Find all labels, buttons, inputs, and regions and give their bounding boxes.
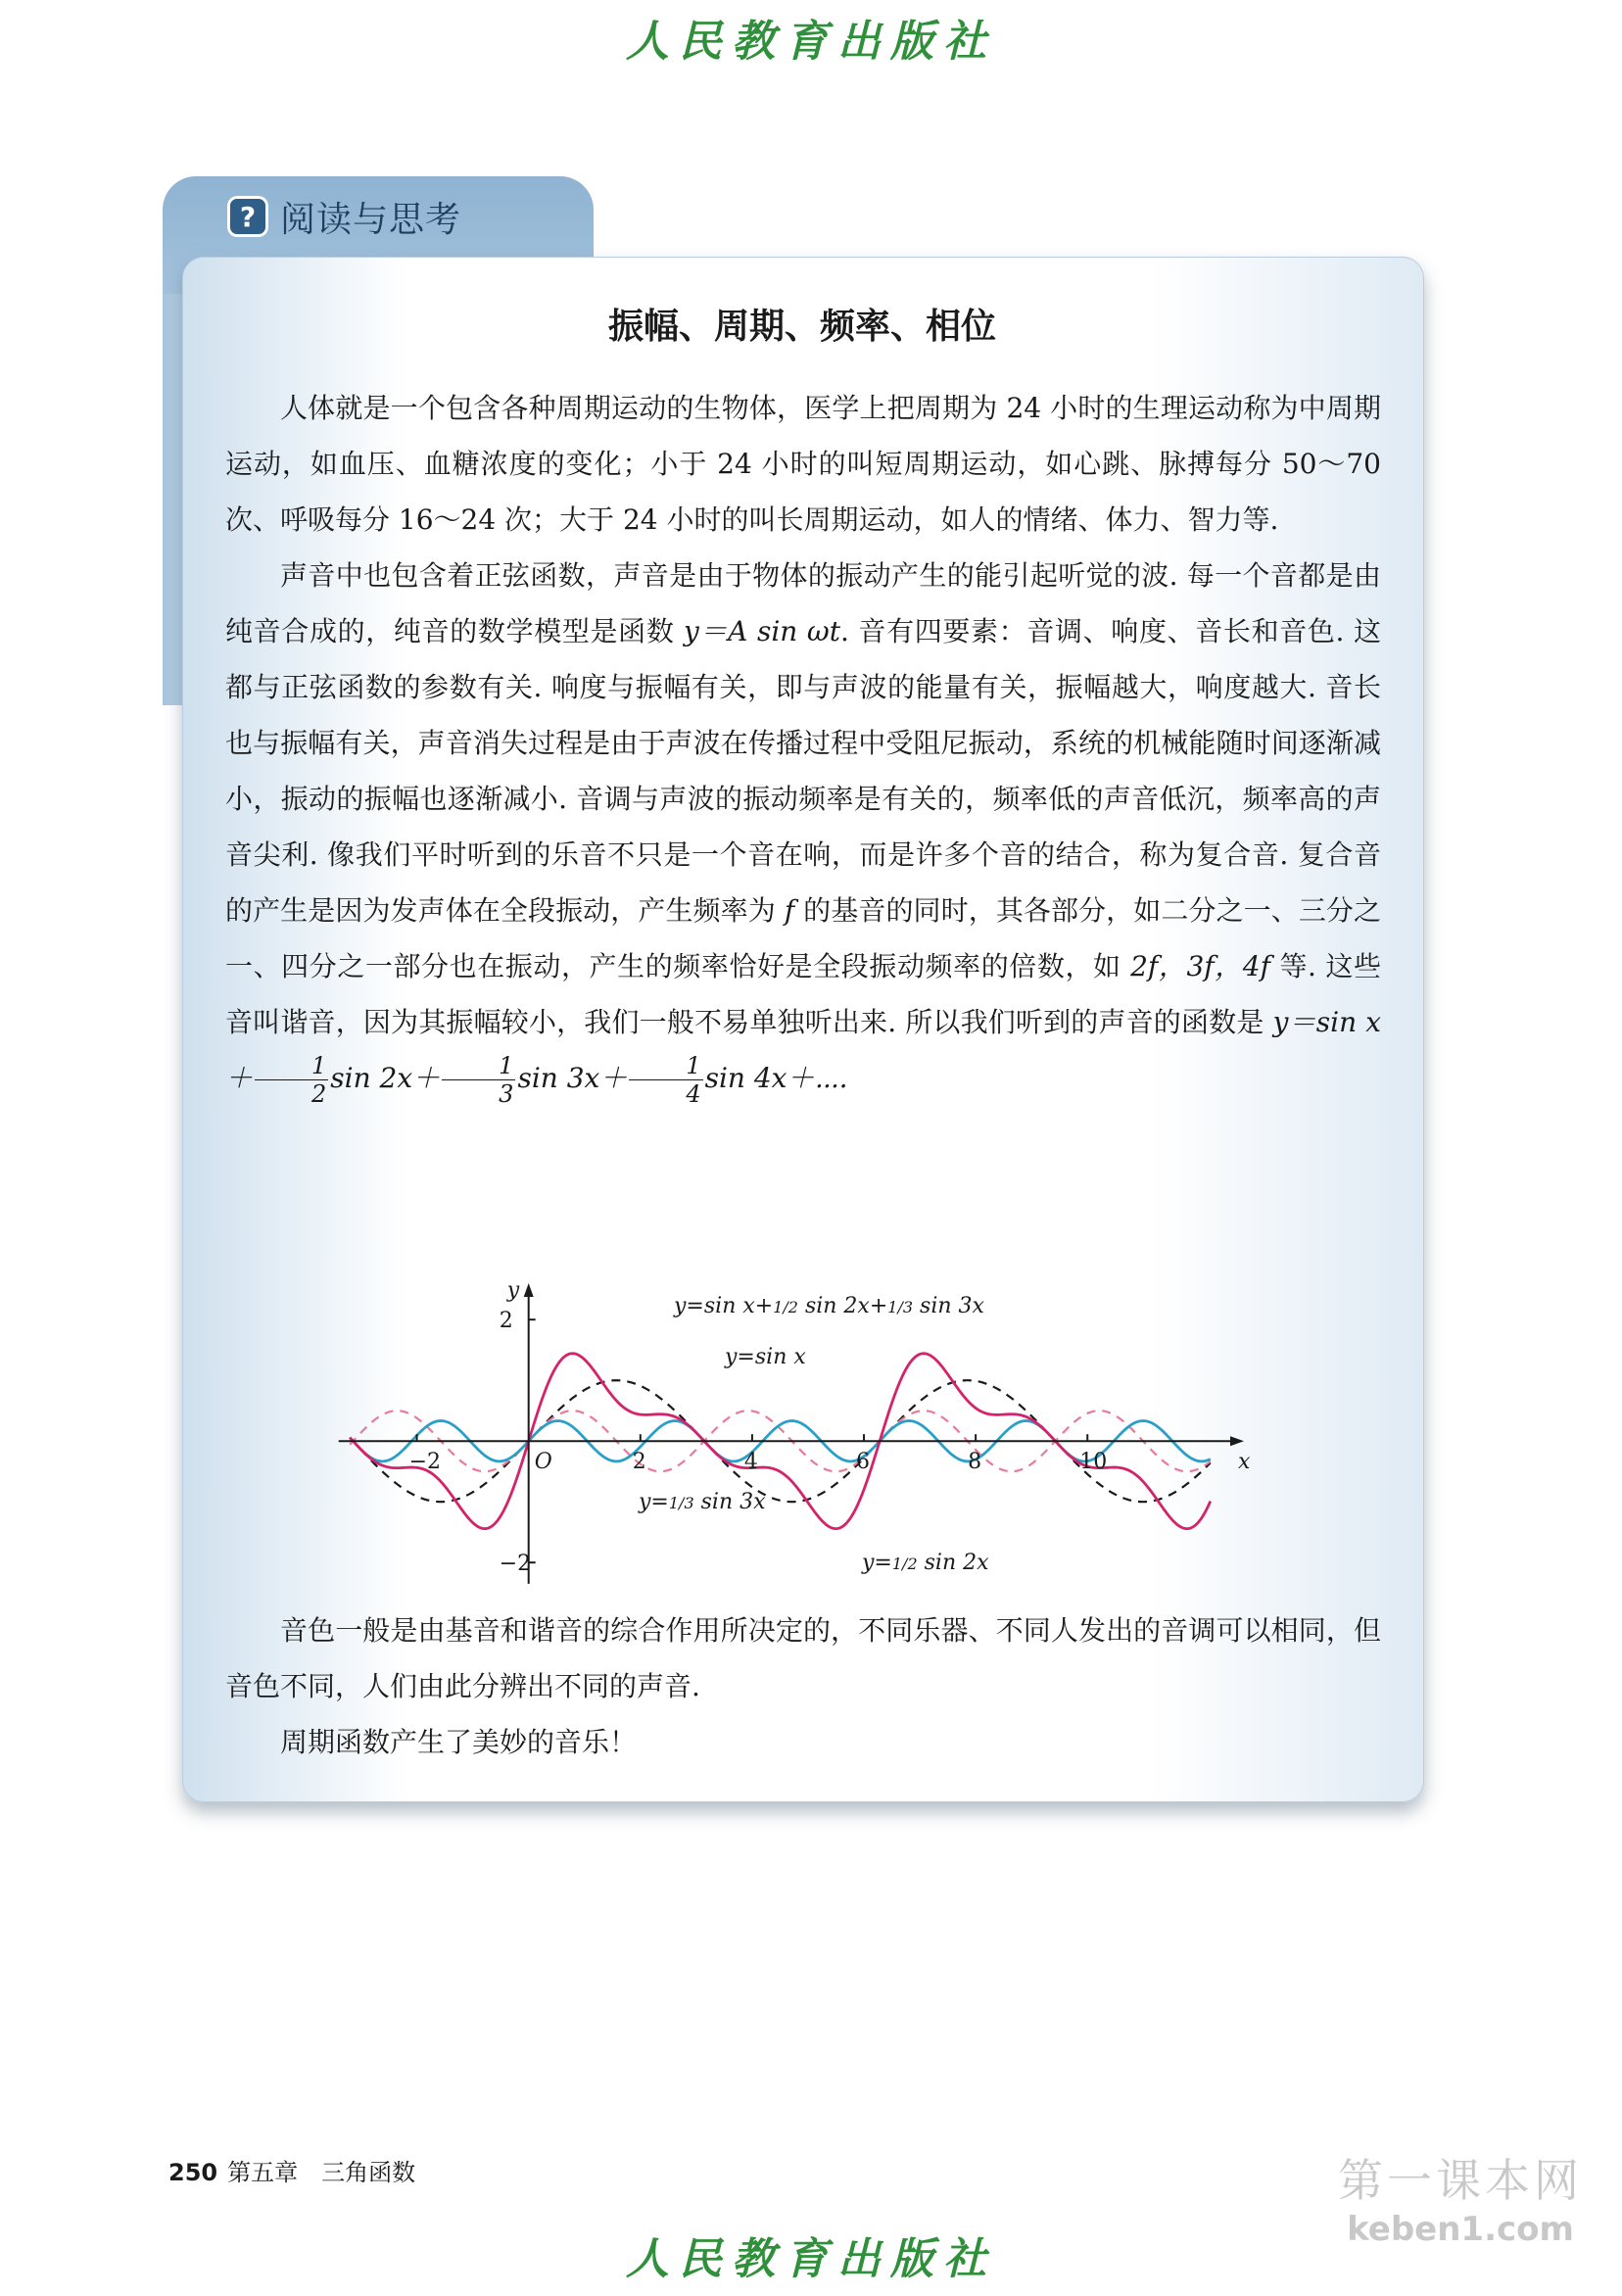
pure-tone-formula: y＝A sin ωt xyxy=(684,615,840,647)
publisher-header: 人民教育出版社 xyxy=(626,17,996,67)
paragraph-1: 人体就是一个包含各种周期运动的生物体，医学上把周期为 24 小时的生理运动称为中周期运动，如血压、血糖浓度的变化；小于 24 小时的叫短周期运动，如心跳、脉搏每分 50～70 次、呼吸每分 16～24 次；大于 24 小时的叫长周期运动，如人的情绪、体力、智力等. xyxy=(225,392,1381,536)
y-axis-arrow xyxy=(524,1283,534,1297)
harmonics-chart xyxy=(333,1273,1273,1597)
watermark: 第一课本网 keben1.com xyxy=(1338,2154,1583,2249)
question-book-icon: ? xyxy=(227,196,268,237)
y-tick-label-0: 2 xyxy=(499,1309,513,1334)
label-sin-x: y=sin x xyxy=(725,1345,806,1369)
x-tick-label-3: 6 xyxy=(856,1450,871,1475)
sound-formula: y＝sin x＋ $\frac{1}{2}$ sin 2x＋ $\frac{1}{3}$ sin 3x＋ $\frac{1}{4}$ sin 4x＋⋯. xyxy=(225,1006,1381,1108)
x-axis-arrow xyxy=(1230,1436,1244,1446)
harmonic-multiples: 2f，3f，4f xyxy=(1130,950,1270,982)
section-label: 阅读与思考 xyxy=(280,199,462,240)
paragraph-2: 声音中也包含着正弦函数，声音是由于物体的振动产生的能引起听觉的波. 每一个音都是由纯音合成的，纯音的数学模型是函数 y＝A sin ωt. 音有四要素：音调、响度、音长和音色. 这都与正弦函数的参数有关. 响度与振幅有关，即与声波的能量有关，振幅越大，响度越大. 音长也与振幅有关，声音消失过程是由于声波在传播过程中受阻尼振动，系统的机械能随时间逐渐减小，振动的振幅也逐渐减小. 音调与声波的振动频率是有关的，频率低的声音低沉，频率高的声音尖利. 像我们平时听到的乐音不只是一个音在响，而是许多个音的结合，称为复合音. 复合音的产生是因为发声体在全段振动，产生频率为 f 的基音的同时，其各部分，如二分之一、三分之一、四分之一部分也在振动，产生的频率恰好是全段振动频率的倍数，如 2f，3f，4f 等. 这些音叫谐音，因为其振幅较小，我们一般不易单独听出来. 所以我们听到的声音的函数是 y＝sin x＋ $\frac{1}{2}$ sin 2x＋ $\frac{1}{3}$ sin 3x＋ $\frac{1}{4}$ sin 4x＋⋯. xyxy=(225,559,1382,1108)
paragraph-4: 周期函数产生了美妙的音乐！ xyxy=(280,1726,638,1758)
x-tick-label-1: 2 xyxy=(632,1450,646,1475)
x-tick-label-5: 10 xyxy=(1079,1450,1108,1475)
y-axis-label: y xyxy=(506,1278,520,1303)
article-body-continued xyxy=(225,1602,1381,1770)
x-tick-label-4: 8 xyxy=(968,1450,982,1475)
section-tab-title xyxy=(227,192,461,241)
page-number: 250 xyxy=(168,2159,218,2186)
x-tick-label-2: 4 xyxy=(743,1450,758,1475)
label-sum-curve: y=sin x+1/2 sin 2x+1/3 sin 3x xyxy=(674,1294,984,1318)
article-heading: 振幅、周期、频率、相位 xyxy=(607,307,996,347)
x-tick-label-0: −2 xyxy=(408,1450,442,1475)
label-half-sin2x: y=1/2 sin 2x xyxy=(862,1551,989,1575)
publisher-footer: 人民教育出版社 xyxy=(626,2234,996,2284)
label-third-sin3x: y=1/3 sin 3x xyxy=(639,1490,766,1514)
chapter-title: 第五章 三角函数 xyxy=(227,2159,416,2186)
paragraph-3: 音色一般是由基音和谐音的综合作用所决定的，不同乐器、不同人发出的音调可以相同，但音色不同，人们由此分辨出不同的声音. xyxy=(225,1614,1381,1702)
article-body xyxy=(225,380,1381,1106)
y-tick-label-1: −2 xyxy=(499,1552,532,1577)
origin-label: O xyxy=(534,1450,552,1475)
page-footer xyxy=(168,2153,415,2187)
x-axis-label: x xyxy=(1238,1450,1251,1475)
